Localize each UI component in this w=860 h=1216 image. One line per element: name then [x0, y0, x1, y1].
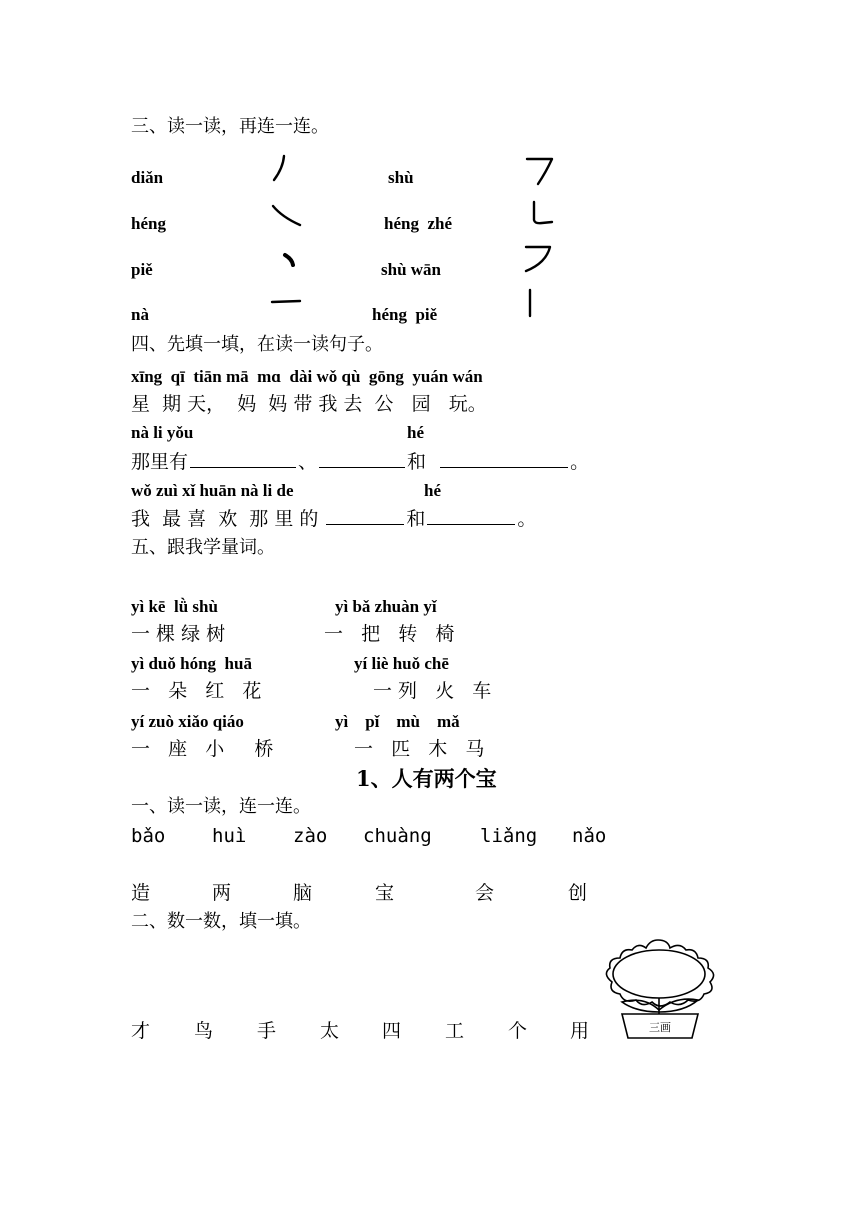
flower-pot-illustration: [596, 938, 722, 1044]
heng-stroke-icon: [270, 298, 304, 306]
section3-heading: 三、读一读，再连一连。: [131, 116, 329, 137]
pie-stroke-icon: [270, 154, 290, 184]
left-pinyin-1: diǎn: [131, 168, 164, 187]
blank-field-5[interactable]: [427, 510, 515, 525]
count-char-8: 用: [570, 1020, 590, 1042]
match-hanzi-2: 两: [212, 882, 232, 904]
match-pinyin-5: liǎng: [480, 825, 538, 847]
sentence3-sep: 和: [406, 508, 426, 530]
count-char-7: 个: [508, 1020, 528, 1042]
sentence1-pinyin: xīng qī tiān mā mɑ dài wǒ qù gōng yuán wán: [131, 367, 483, 386]
sentence2-end: 。: [570, 451, 590, 473]
count-char-2: 鸟: [194, 1020, 214, 1042]
sentence2-prefix: 那里有: [131, 451, 189, 473]
heng-zhe-stroke-icon: [522, 243, 556, 275]
match-pinyin-2: huì: [212, 825, 247, 847]
count-char-6: 工: [445, 1020, 465, 1042]
measure-row3-pinyin-right: yì pǐ mù mǎ: [335, 712, 460, 731]
sentence3-prefix: 我 最 喜 欢 那 里 的: [131, 508, 319, 530]
left-pinyin-2: héng: [131, 214, 166, 233]
measure-row2-pinyin-left: yì duǒ hóng huā: [131, 654, 252, 673]
lesson-part2-heading: 二、数一数，填一填。: [131, 911, 311, 932]
count-char-1: 才: [131, 1020, 151, 1042]
lesson-title: 1、人有两个宝: [356, 766, 497, 791]
match-pinyin-6: nǎo: [572, 825, 607, 847]
count-char-5: 四: [382, 1020, 402, 1042]
match-hanzi-4: 宝: [375, 882, 395, 904]
sentence3-line: [131, 510, 536, 529]
measure-row2-hanzi-right: 一 列 火 车: [373, 680, 492, 702]
right-pinyin-3: shù wān: [381, 260, 442, 279]
sentence3-end: 。: [517, 508, 537, 530]
shu-stroke-icon: [526, 288, 534, 320]
measure-row1-hanzi-left: 一 棵 绿 树: [131, 623, 226, 645]
sentence2-sep1: 、: [298, 451, 318, 473]
right-pinyin-2: héng zhé: [384, 214, 452, 233]
sentence1-hanzi: 星 期 天， 妈 妈 带 我 去 公 园 玩。: [131, 393, 487, 415]
right-pinyin-1: shù: [388, 168, 414, 187]
section4-heading: 四、先填一填，在读一读句子。: [131, 334, 383, 355]
match-hanzi-5: 会: [475, 882, 495, 904]
sentence3-pinyin-a: wǒ zuì xǐ huān nà li de: [131, 481, 294, 500]
sentence2-pinyin-b: hé: [407, 423, 424, 442]
measure-row1-pinyin-left: yì kē lǜ shù: [131, 597, 218, 616]
measure-row3-hanzi-right: 一 匹 木 马: [354, 738, 485, 760]
sentence3-pinyin-b: hé: [424, 481, 441, 500]
section5-heading: 五、跟我学量词。: [131, 537, 275, 558]
measure-row3-hanzi-left: 一 座 小 桥: [131, 738, 274, 760]
sentence2-pinyin-a: nà li yǒu: [131, 423, 194, 442]
right-pinyin-4: héng piě: [372, 305, 438, 324]
lesson-part1-heading: 一、读一读，连一连。: [131, 796, 311, 817]
measure-row2-pinyin-right: yí liè huǒ chē: [354, 654, 449, 673]
blank-field-1[interactable]: [190, 453, 296, 468]
measure-row2-hanzi-left: 一 朵 红 花: [131, 680, 262, 702]
count-char-3: 手: [257, 1020, 277, 1042]
measure-row1-hanzi-right: 一 把 转 椅: [324, 623, 455, 645]
left-pinyin-3: piě: [131, 260, 153, 279]
dian-stroke-icon: [282, 252, 298, 270]
match-pinyin-1: bǎo: [131, 825, 166, 847]
left-pinyin-4: nà: [131, 305, 149, 324]
blank-field-3[interactable]: [440, 453, 568, 468]
blank-field-4[interactable]: [326, 510, 404, 525]
na-stroke-icon: [270, 203, 306, 229]
match-pinyin-3: zào: [293, 825, 328, 847]
sentence2-sep2: 和: [407, 451, 427, 473]
sentence2-line: [131, 453, 589, 472]
match-hanzi-6: 创: [568, 882, 588, 904]
blank-field-2[interactable]: [319, 453, 405, 468]
shu-wan-stroke-icon: [530, 200, 556, 228]
count-char-4: 太: [320, 1020, 340, 1042]
measure-row3-pinyin-left: yí zuò xiǎo qiáo: [131, 712, 244, 731]
measure-row1-pinyin-right: yì bǎ zhuàn yǐ: [335, 597, 437, 616]
match-hanzi-1: 造: [131, 882, 151, 904]
heng-pie-stroke-icon: [524, 156, 558, 188]
flower-pot-label: 三画: [649, 1021, 671, 1034]
match-pinyin-4: chuàng: [363, 825, 432, 847]
match-hanzi-3: 脑: [293, 882, 313, 904]
